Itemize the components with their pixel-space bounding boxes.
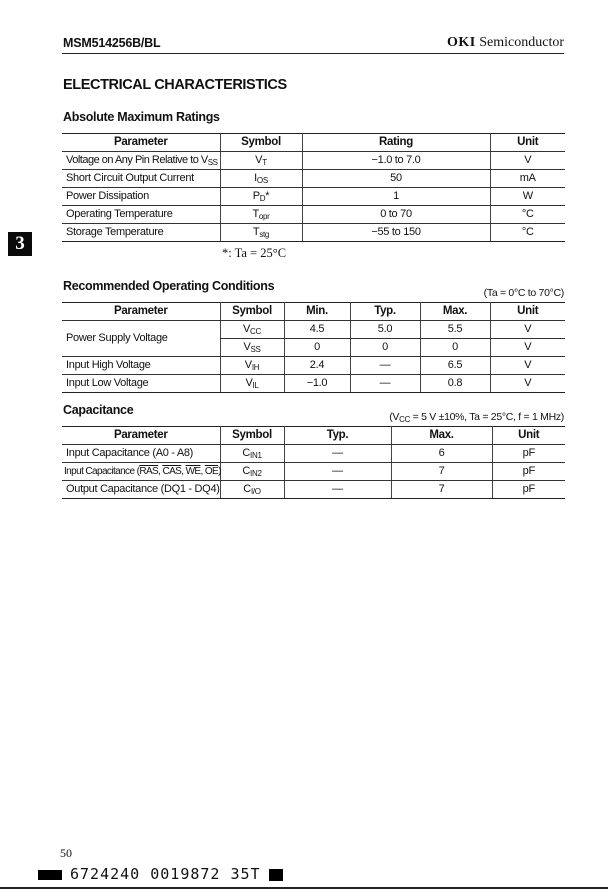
max-cell: 6.5 (420, 357, 490, 375)
symbol-sub: CC (250, 327, 261, 336)
min-cell: −1.0 (284, 375, 350, 393)
rating-cell: −1.0 to 7.0 (302, 152, 490, 170)
symbol-sub: T (262, 158, 267, 167)
symbol-cell (220, 224, 302, 242)
table-row (62, 224, 565, 242)
parameter-cell: Power Dissipation (62, 188, 220, 206)
rec-op-table (62, 302, 565, 393)
parameter-cell: Operating Temperature (62, 206, 220, 224)
signal-cas-bar: $\overline{CAS}$ (162, 466, 182, 477)
symbol-sub: I/O (250, 487, 261, 496)
unit-cell: V (490, 152, 565, 170)
parameter-cell: Input Capacitance (A0 - A8) (62, 445, 220, 463)
symbol: C (242, 447, 251, 459)
typ-cell: — (350, 357, 420, 375)
unit-cell: V (490, 375, 565, 393)
symbol-sub: IN2 (250, 469, 262, 478)
symbol-cell (220, 321, 284, 339)
min-cell: 4.5 (284, 321, 350, 339)
col-header: Unit (490, 134, 565, 152)
table-header-row (62, 427, 565, 445)
max-cell: 7 (391, 481, 492, 499)
symbol-sub: D (259, 194, 266, 203)
parameter-prefix: Input Capacitance ( (64, 466, 140, 477)
rating-cell: 50 (302, 170, 490, 188)
table-row (62, 357, 565, 375)
col-header: Parameter (62, 134, 220, 152)
parameter-cell: Storage Temperature (62, 224, 220, 242)
page-title: ELECTRICAL CHARACTERISTICS (63, 77, 287, 93)
footer-rule (0, 887, 608, 889)
unit-cell: V (490, 321, 565, 339)
rating-cell: 1 (302, 188, 490, 206)
symbol-cell (220, 375, 284, 393)
symbol-sub: IH (251, 363, 260, 372)
col-header: Unit (492, 427, 565, 445)
unit-cell: pF (492, 463, 565, 481)
symbol: P (252, 190, 260, 202)
parameter-cell: Input Low Voltage (62, 375, 220, 393)
capacitance-title: Capacitance (63, 403, 134, 417)
barcode-line (38, 866, 283, 883)
brand-suffix: Semiconductor (479, 35, 564, 50)
symbol: V (255, 154, 263, 166)
signal-oe-bar: $\overline{OE}$ (204, 466, 219, 477)
table-row (62, 206, 565, 224)
part-number: MSM514256B/BL (63, 36, 161, 50)
symbol-cell (220, 357, 284, 375)
table-header-row (62, 303, 565, 321)
max-cell: 0.8 (420, 375, 490, 393)
symbol: I (254, 172, 257, 184)
col-header: Unit (490, 303, 565, 321)
condition-rest: = 5 V ±10%, Ta = 25°C, f = 1 MHz) (410, 411, 564, 423)
abs-max-footnote: *: Ta = 25°C (222, 246, 287, 260)
max-cell: 5.5 (420, 321, 490, 339)
parameter-sub: SS (207, 158, 218, 167)
unit-cell: W (490, 188, 565, 206)
symbol-sub: opr (258, 212, 270, 221)
typ-cell: — (284, 463, 391, 481)
symbol: T (252, 208, 259, 220)
col-header: Symbol (220, 427, 284, 445)
section-tab: 3 (8, 232, 32, 256)
header-rule (62, 53, 564, 54)
symbol-cell (220, 481, 284, 499)
col-header: Max. (420, 303, 490, 321)
max-cell: 7 (391, 463, 492, 481)
unit-cell: °C (490, 224, 565, 242)
table-row (62, 481, 565, 499)
col-header: Rating (302, 134, 490, 152)
symbol: V (243, 341, 251, 353)
symbol-sub: OS (256, 176, 268, 185)
capacitance-condition (330, 411, 564, 424)
abs-max-title: Absolute Maximum Ratings (63, 110, 220, 124)
col-header: Parameter (62, 303, 220, 321)
symbol-cell (220, 170, 302, 188)
table-row (62, 375, 565, 393)
typ-cell: — (284, 481, 391, 499)
parameter-cell (62, 152, 220, 170)
condition-sub: CC (399, 415, 411, 424)
signal-we-bar: $\overline{WE}$ (185, 466, 201, 477)
brand-header (447, 35, 564, 51)
symbol: C (242, 465, 251, 477)
barcode-block-right (269, 869, 283, 881)
condition-prefix: (V (389, 411, 400, 423)
table-row (62, 152, 565, 170)
typ-cell: — (284, 445, 391, 463)
rating-cell: 0 to 70 (302, 206, 490, 224)
symbol-cell (220, 445, 284, 463)
unit-cell: °C (490, 206, 565, 224)
unit-cell: pF (492, 445, 565, 463)
rec-op-condition: (Ta = 0°C to 70°C) (483, 287, 564, 299)
unit-cell: mA (490, 170, 565, 188)
col-header: Max. (391, 427, 492, 445)
table-row (62, 321, 565, 339)
unit-cell: V (490, 339, 565, 357)
brand-logo: OKI (447, 35, 476, 50)
parameter-suffix: ) (218, 466, 221, 477)
col-header: Parameter (62, 427, 220, 445)
symbol: V (245, 377, 253, 389)
symbol-footnote-mark: * (265, 190, 270, 202)
max-cell: 0 (420, 339, 490, 357)
signal-ras-bar: $\overline{RAS}$ (139, 466, 159, 477)
symbol-cell (220, 463, 284, 481)
table-row (62, 445, 565, 463)
barcode-text: 6724240 0019872 35T (70, 865, 261, 883)
min-cell: 2.4 (284, 357, 350, 375)
typ-cell: 0 (350, 339, 420, 357)
parameter-cell: Input Capacitance ($\overline{RAS}$, $\overline{CAS}$, $\overline{WE}$, $\overline{OE}$) (62, 463, 220, 481)
rec-op-title: Recommended Operating Conditions (63, 279, 275, 293)
symbol-sub: IN1 (250, 451, 262, 460)
col-header: Min. (284, 303, 350, 321)
parameter-cell: Input High Voltage (62, 357, 220, 375)
typ-cell: 5.0 (350, 321, 420, 339)
symbol-sub: IL (252, 381, 259, 390)
parameter-cell: Short Circuit Output Current (62, 170, 220, 188)
symbol-cell (220, 152, 302, 170)
abs-max-table (62, 133, 565, 242)
table-row (62, 463, 565, 481)
symbol-cell (220, 339, 284, 357)
symbol: V (242, 323, 251, 335)
symbol-sub: stg (259, 230, 270, 239)
max-cell: 6 (391, 445, 492, 463)
col-header: Symbol (220, 134, 302, 152)
table-header-row (62, 134, 565, 152)
parameter-cell: Output Capacitance (DQ1 - DQ4) (62, 481, 220, 499)
symbol: C (243, 483, 251, 495)
min-cell: 0 (284, 339, 350, 357)
rating-cell: −55 to 150 (302, 224, 490, 242)
parameter-text: Voltage on Any Pin Relative to V (66, 154, 208, 166)
symbol-cell (220, 206, 302, 224)
symbol: T (252, 226, 260, 238)
col-header: Typ. (350, 303, 420, 321)
barcode-block-left (38, 870, 62, 880)
typ-cell: — (350, 375, 420, 393)
symbol: V (244, 359, 252, 371)
col-header: Typ. (284, 427, 391, 445)
unit-cell: V (490, 357, 565, 375)
parameter-cell: Power Supply Voltage (62, 321, 220, 357)
symbol-cell (220, 188, 302, 206)
symbol-sub: SS (250, 345, 261, 354)
col-header: Symbol (220, 303, 284, 321)
table-row (62, 188, 565, 206)
page-number: 50 (60, 846, 72, 860)
unit-cell: pF (492, 481, 565, 499)
capacitance-table (62, 426, 565, 499)
table-row (62, 170, 565, 188)
